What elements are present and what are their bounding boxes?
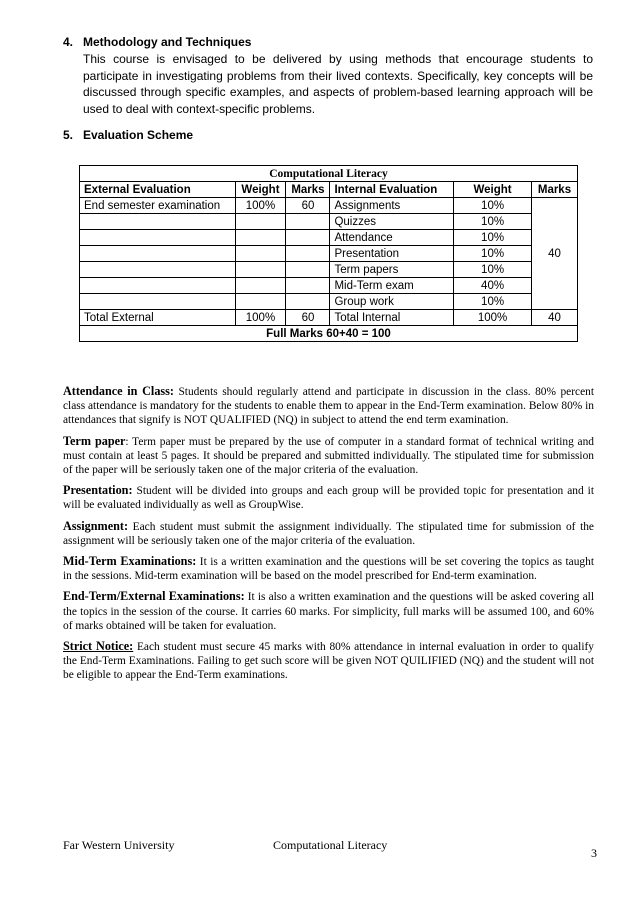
section-number: 5.	[63, 128, 74, 142]
internal-label: Term papers	[330, 262, 454, 278]
table-row	[80, 246, 578, 262]
table-header-row	[80, 182, 578, 198]
table-row	[80, 278, 578, 294]
empty-cell	[286, 214, 330, 230]
table-row	[80, 262, 578, 278]
paragraph-text: Each student must submit the assignment individually. The stipulated time for submission of the assignment will be seriously taken one of the major criteria of the evaluation.	[63, 520, 594, 547]
empty-cell	[80, 262, 236, 278]
internal-weight: 10%	[454, 246, 532, 262]
internal-weight: 10%	[454, 262, 532, 278]
total-external-label: Total External	[80, 310, 236, 326]
evaluation-policies	[63, 384, 594, 689]
empty-cell	[235, 214, 286, 230]
paragraph-text: : Term paper must be prepared by the use of computer in a standard format of technical writing and must contain at least 5 pages. It should be prepared and submitted individually. The stipulated time for submission of the paper will be seriously taken one of the major criteria of the evaluation.	[63, 435, 594, 477]
total-internal-weight: 100%	[454, 310, 532, 326]
section-methodology	[63, 35, 593, 117]
empty-cell	[286, 262, 330, 278]
section-body: This course is envisaged to be delivered by using methods that encourage students to participate in investigating problems from their lived contexts. Specifically, key concepts will be discussed through specific examples, and aspects of problem-based learning approach will be used to deal with context-specific problems.	[83, 52, 593, 116]
header-cell: Weight	[235, 182, 286, 198]
internal-label: Mid-Term exam	[330, 278, 454, 294]
evaluation-table	[79, 165, 578, 342]
paragraph-end-term	[63, 589, 594, 633]
table-row	[80, 230, 578, 246]
full-marks-row	[80, 326, 578, 342]
header-cell: Internal Evaluation	[330, 182, 454, 198]
paragraph-mid-term	[63, 554, 594, 583]
external-label: End semester examination	[80, 198, 236, 214]
header-cell: External Evaluation	[80, 182, 236, 198]
internal-weight: 10%	[454, 214, 532, 230]
paragraph-text: It is a written examination and the questions will be set covering the topics as taught in the sessions. Mid-term examination will be based on the model prescribed for End-term examination.	[63, 556, 594, 583]
internal-label: Presentation	[330, 246, 454, 262]
internal-marks: 40	[531, 198, 577, 310]
table-caption: Computational Literacy	[80, 166, 578, 182]
paragraph-text: Each student must secure 45 marks with 80% attendance in internal evaluation in order to qualify the End-Term Examinations. Failing to get such score will be given NOT QUILIFIED (NQ) and the student will not be eligible to appear the End-Term examinations.	[63, 641, 594, 682]
section-heading	[63, 128, 593, 142]
section-title: Evaluation Scheme	[83, 128, 194, 142]
empty-cell	[286, 230, 330, 246]
paragraph-attendance	[63, 384, 594, 428]
header-cell: Marks	[286, 182, 330, 198]
section-evaluation	[63, 128, 593, 142]
section-heading	[63, 35, 593, 49]
paragraph-title: End-Term/External Examinations:	[63, 589, 245, 604]
external-weight: 100%	[235, 198, 286, 214]
header-cell: Weight	[454, 182, 532, 198]
footer-university: Far Western University	[63, 838, 175, 852]
empty-cell	[235, 230, 286, 246]
total-internal-marks: 40	[531, 310, 577, 326]
empty-cell	[80, 294, 236, 310]
full-marks: Full Marks 60+40 = 100	[80, 326, 578, 342]
header-cell: Marks	[531, 182, 577, 198]
paragraph-title: Term paper	[63, 433, 126, 448]
internal-label: Group work	[330, 294, 454, 310]
empty-cell	[235, 294, 286, 310]
empty-cell	[80, 214, 236, 230]
section-number: 4.	[63, 35, 74, 49]
page-number: 3	[591, 846, 597, 860]
internal-label: Quizzes	[330, 214, 454, 230]
table-caption-row	[80, 166, 578, 182]
internal-label: Attendance	[330, 230, 454, 246]
empty-cell	[235, 278, 286, 294]
paragraph-text: Student will be divided into groups and each group will be provided topic for presentation and it will be evaluated individually as well as GroupWise.	[63, 485, 594, 512]
paragraph-title: Attendance in Class:	[63, 384, 174, 398]
paragraph-title: Assignment:	[63, 518, 129, 533]
paragraph-assignment	[63, 519, 594, 548]
paragraph-presentation	[63, 483, 594, 512]
table-row	[80, 294, 578, 310]
empty-cell	[80, 246, 236, 262]
internal-weight: 40%	[454, 278, 532, 294]
paragraph-strict-notice	[63, 639, 594, 683]
internal-label: Assignments	[330, 198, 454, 214]
table-row	[80, 198, 578, 214]
empty-cell	[286, 246, 330, 262]
paragraph-title: Strict Notice:	[63, 639, 134, 654]
total-external-marks: 60	[286, 310, 330, 326]
paragraph-text: Students should regularly attend and participate in discussion in the class. 80% percent class attendance is mandatory for the students to enable them to appear in the End-Term examination. Below 80% in attendances that signify is NOT QUALIFIED (NQ) in subject to attend the end term examination.	[63, 386, 594, 427]
empty-cell	[235, 246, 286, 262]
paragraph-text: It is also a written examination and the questions will be asked covering all the topics in the session of the course. It carries 60 marks. For simplicity, full marks will be assumed 100, and 60% of marks obtained will be taken for evaluation.	[63, 591, 594, 632]
empty-cell	[286, 294, 330, 310]
section-title: Methodology and Techniques	[83, 35, 252, 49]
internal-weight: 10%	[454, 294, 532, 310]
internal-weight: 10%	[454, 198, 532, 214]
internal-weight: 10%	[454, 230, 532, 246]
paragraph-title: Mid-Term Examinations:	[63, 554, 197, 569]
total-internal-label: Total Internal	[330, 310, 454, 326]
table-total-row	[80, 310, 578, 326]
paragraph-term-paper	[63, 434, 594, 478]
empty-cell	[235, 262, 286, 278]
total-external-weight: 100%	[235, 310, 286, 326]
empty-cell	[80, 278, 236, 294]
footer-course: Computational Literacy	[273, 838, 388, 852]
external-marks: 60	[286, 198, 330, 214]
paragraph-title: Presentation:	[63, 483, 133, 498]
empty-cell	[80, 230, 236, 246]
table-row	[80, 214, 578, 230]
empty-cell	[286, 278, 330, 294]
